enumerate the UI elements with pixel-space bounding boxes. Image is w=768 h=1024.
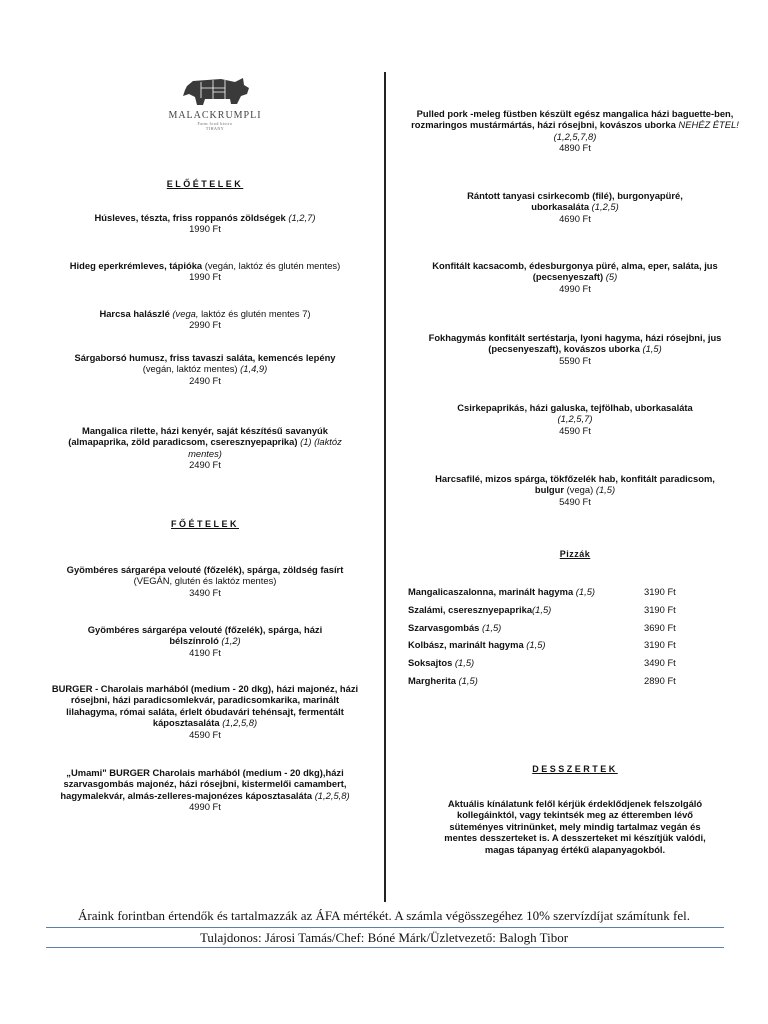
menu-item: Gyömbéres sárgarépa velouté (főzelék), spárga, zöldség fasírt (VEGÁN, glutén és laktóz mentes) 3490 Ft (66, 564, 344, 598)
list-item: Margherita (1,5) 2890 Ft (408, 674, 676, 686)
menu-item: Húsleves, tészta, friss roppanós zöldségek (1,2,7) 1990 Ft (94, 212, 316, 235)
menu-item: Csirkepaprikás, házi galuska, tejfölhab, uborkasaláta (1,2,5,7) 4590 Ft (457, 402, 693, 436)
footer-rule-top (46, 927, 724, 928)
list-item: Szarvasgombás (1,5) 3690 Ft (408, 621, 676, 633)
menu-item: Pulled pork -meleg füstben készült egész mangalica házi baguette-ben, rozmaringos mustármártás, házi rósejbni, kovászos uborka NEHÉZ ÉTEL! (1,2,5,7,8) 4890 Ft (411, 108, 739, 154)
staff-credits: Tulajdonos: Járosi Tamás/Chef: Bóné Márk/Üzletvezető: Balogh Tibor (199, 930, 569, 945)
menu-item: Mangalica rilette, házi kenyér, saját készítésű savanyúk (almapaprika, zöld paradicsom, cseresznyepaprika) (1) (laktóz mentes) 2490 Ft (68, 425, 342, 471)
menu-item: BURGER - Charolais marhából (medium - 20 dkg), házi majonéz, házi rósejbni, házi paradicsomlekvár, paradicsomkarika, marinált lilahagyma, római saláta, érlelt óbudavári tehénsajt, fermentált káposztasaláta (1,2,5,8) 4590 Ft (51, 683, 359, 740)
list-item: Kolbász, marinált hagyma (1,5) 3190 Ft (408, 639, 676, 651)
price-notice: Áraink forintban értendők és tartalmazzák az ÁFA mértékét. A számla végösszegéhez 10% szervízdíjat számítunk fel. (78, 908, 690, 923)
brand-name: MALACKRUMPLI (168, 110, 262, 121)
menu-item: Konfitált kacsacomb, édesburgonya püré, alma, eper, saláta, jus (pecsenyeszaft) (5) 4990 Ft (432, 260, 718, 294)
starters-heading (40, 178, 370, 190)
menu-item: Rántott tanyasi csirkecomb (filé), burgonyapüré, uborkasaláta (1,2,5) 4690 Ft (467, 190, 683, 224)
menu-item: „Umami" BURGER Charolais marhából (medium - 20 dkg),házi szarvasgombás majonéz, házi rósejbni, kistermelői camambert, hagymalekvár, almás-zelleres-majonézes káposztasaláta (1,2,5,8) 4990 Ft (60, 767, 350, 813)
section-title-pizza: Pizzák (559, 549, 591, 559)
list-item: Mangalicaszalonna, marinált hagyma (1,5) 3190 Ft (408, 586, 676, 597)
mains-heading (40, 518, 370, 530)
pig-logo-icon (177, 74, 253, 108)
list-item: Soksajtos (1,5) 3490 Ft (408, 657, 676, 669)
dessert-text: Aktuális kínálatunk felől kérjük érdeklődjenek felszolgáló kollegáinktól, vagy tekintsék meg az étteremben lévő süteményes vitrinünket, mely mindig tartalmaz vegán és mentes desszerteket is. A desszerteket mi készítjük valódi, magas tápanyag értékű alapanyagokból. (444, 798, 706, 855)
menu-item: Gyömbéres sárgarépa velouté (főzelék), spárga, házi bélszínroló (1,2) 4190 Ft (87, 624, 323, 658)
menu-item: Fokhagymás konfitált sertéstarja, lyoni hagyma, házi rósejbni, jus (pecsenyeszaft), kovászos uborka (1,5) 5590 Ft (428, 332, 722, 366)
brand-tagline: Farm food bistro (197, 121, 233, 126)
section-title-mains: FŐÉTELEK (170, 519, 239, 529)
menu-item: Hideg eperkrémleves, tápióka (vegán, laktóz és glutén mentes) 1990 Ft (69, 260, 341, 283)
column-divider (384, 72, 386, 902)
pizza-list (408, 583, 708, 690)
menu-item: Harcsa halászlé (vega, laktóz és glutén mentes 7) 2990 Ft (99, 308, 311, 331)
brand-location: TIHANY (205, 126, 225, 131)
section-title-starters: ELŐÉTELEK (166, 179, 244, 189)
menu-item: Sárgaborsó humusz, friss tavaszi saláta, kemencés lepény (vegán, laktóz mentes) (1,4,9) 2490 Ft (74, 352, 336, 386)
menu-item: Harcsafilé, mizos spárga, tökfőzelék hab, konfitált paradicsom, bulgur (vega) (1,5) 5490 Ft (435, 473, 715, 507)
brand-logo (150, 74, 280, 131)
section-title-desserts: DESSZERTEK (532, 764, 618, 774)
dessert-heading (400, 763, 750, 775)
pizza-heading (400, 548, 750, 560)
footer-rule-bottom (46, 947, 724, 948)
list-item: Szalámi, cseresznyepaprika(1,5) 3190 Ft (408, 603, 676, 615)
